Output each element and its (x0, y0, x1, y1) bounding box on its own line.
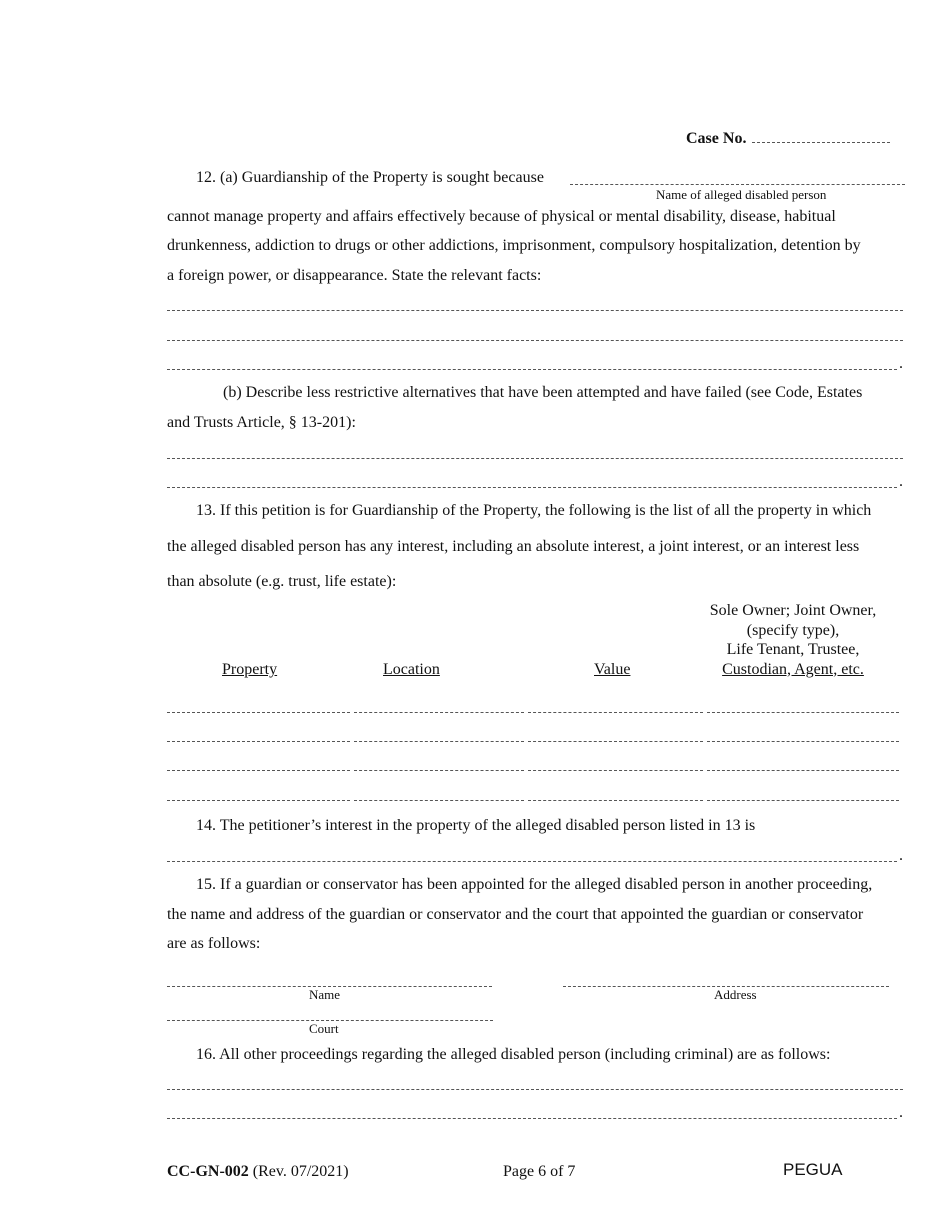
column-property: Property (222, 661, 278, 678)
relevant-facts-field-2[interactable] (167, 340, 903, 341)
form-revision: (Rev. 07/2021) (248, 1163, 349, 1180)
page-number: Page 6 of 7 (503, 1163, 576, 1180)
petitioner-interest-field[interactable] (167, 861, 897, 862)
item-14-text: 14. The petitioner’s interest in the property of the alleged disabled person listed in 13 is (196, 817, 756, 834)
value-cell[interactable] (528, 712, 703, 713)
period: . (899, 473, 903, 490)
property-cell[interactable] (167, 800, 350, 801)
appointing-court-caption: Court (309, 1021, 339, 1036)
ownership-cell[interactable] (707, 800, 899, 801)
item-15-line-3: are as follows: (167, 935, 261, 952)
column-value: Value (594, 661, 631, 678)
item-12b-line-1: (b) Describe less restrictive alternatives that have been attempted and have failed (see Code, Estates (223, 384, 863, 401)
period: . (899, 1104, 903, 1121)
item-15-line-2: the name and address of the guardian or conservator and the court that appointed the guardian or conservator (167, 906, 864, 923)
location-cell[interactable] (354, 770, 524, 771)
item-12b-line-2: and Trusts Article, § 13-201): (167, 414, 356, 431)
location-cell[interactable] (354, 800, 524, 801)
item-13-line-2: the alleged disabled person has any interest, including an absolute interest, a joint interest, or an interest less (167, 538, 860, 555)
guardian-name-caption: Name (309, 987, 341, 1002)
other-proceedings-field-2[interactable] (167, 1118, 897, 1119)
property-cell[interactable] (167, 770, 350, 771)
alternatives-field-1[interactable] (167, 458, 903, 459)
item-12a-line-1: cannot manage property and affairs effectively because of physical or mental disability, disease, habitual (167, 208, 836, 225)
guardian-address-caption: Address (714, 987, 757, 1002)
other-proceedings-field-1[interactable] (167, 1089, 903, 1090)
item-13-line-1: 13. If this petition is for Guardianship of the Property, the following is the list of all the property in which (196, 502, 872, 519)
value-cell[interactable] (528, 741, 703, 742)
case-number-label: Case No. (686, 130, 747, 147)
case-number-field[interactable] (752, 142, 890, 143)
item-13-line-3: than absolute (e.g. trust, life estate): (167, 573, 397, 590)
form-code: PEGUA (783, 1160, 843, 1179)
value-cell[interactable] (528, 770, 703, 771)
item-16-text: 16. All other proceedings regarding the alleged disabled person (including criminal) are as follows: (196, 1046, 831, 1063)
column-ownership-line: Life Tenant, Trustee, (726, 641, 860, 658)
column-location: Location (383, 661, 440, 678)
item-15-line-1: 15. If a guardian or conservator has been appointed for the alleged disabled person in another proceeding, (196, 876, 873, 893)
form-id (167, 1163, 349, 1181)
alternatives-field-2[interactable] (167, 487, 897, 488)
item-12a-intro: 12. (a) Guardianship of the Property is sought because (196, 169, 544, 186)
column-ownership-line: Sole Owner; Joint Owner, (709, 602, 877, 619)
location-cell[interactable] (354, 712, 524, 713)
period: . (899, 355, 903, 372)
column-ownership-line: Custodian, Agent, etc. (722, 660, 864, 678)
alleged-disabled-person-name-field[interactable] (570, 184, 905, 185)
ownership-cell[interactable] (707, 741, 899, 742)
relevant-facts-field-3[interactable] (167, 369, 897, 370)
name-caption: Name of alleged disabled person (656, 187, 827, 202)
column-ownership-line: (specify type), (746, 621, 840, 639)
property-cell[interactable] (167, 712, 350, 713)
form-id-code: CC-GN-002 (167, 1163, 249, 1180)
period: . (899, 847, 903, 864)
property-cell[interactable] (167, 741, 350, 742)
item-12a-line-2: drunkenness, addiction to drugs or other addictions, imprisonment, compulsory hospitalization, detention by (167, 237, 861, 254)
column-ownership (693, 601, 893, 679)
value-cell[interactable] (528, 800, 703, 801)
ownership-cell[interactable] (707, 770, 899, 771)
location-cell[interactable] (354, 741, 524, 742)
relevant-facts-field-1[interactable] (167, 310, 903, 311)
ownership-cell[interactable] (707, 712, 899, 713)
item-12a-line-3: a foreign power, or disappearance. State the relevant facts: (167, 267, 542, 284)
